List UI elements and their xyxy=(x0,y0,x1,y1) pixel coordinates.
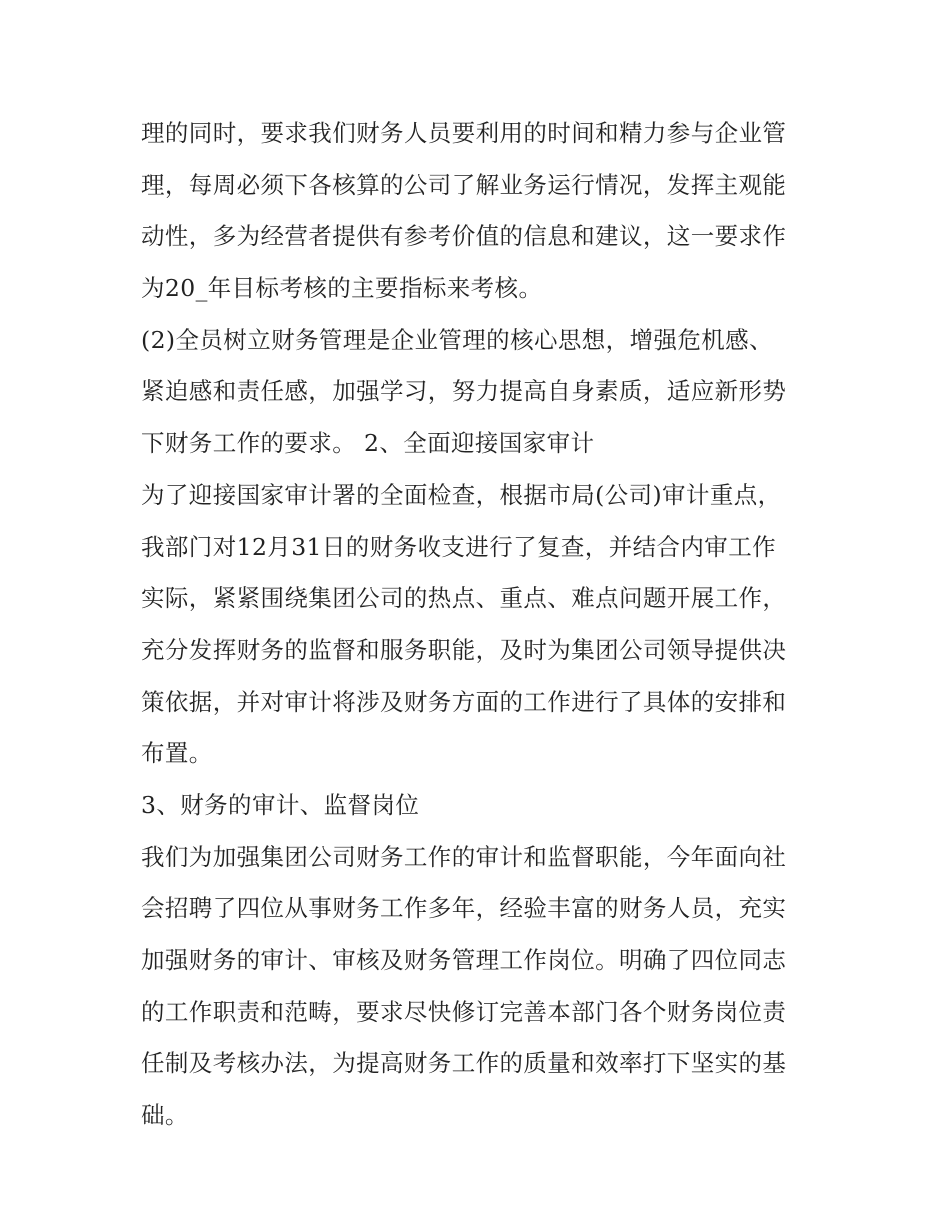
text-line: 紧迫感和责任感，加强学习，努力提高自身素质，适应新形势 xyxy=(141,377,787,406)
section-heading: 3、财务的审计、监督岗位 xyxy=(141,790,420,819)
text-line: 会招聘了四位从事财务工作多年，经验丰富的财务人员，充实 xyxy=(141,894,787,923)
text-line: 为20_年目标考核的主要指标来考核。 xyxy=(141,274,543,303)
text-line: 动性，多为经营者提供有参考价值的信息和建议，这一要求作 xyxy=(141,222,787,251)
text-line: 我部门对12月31日的财务收支进行了复查，并结合内审工作 xyxy=(141,532,777,561)
text-line: 下财务工作的要求。 2、全面迎接国家审计 xyxy=(141,429,595,458)
text-line: 我们为加强集团公司财务工作的审计和监督职能，今年面向社 xyxy=(141,842,787,871)
text-line: 理的同时，要求我们财务人员要利用的时间和精力参与企业管 xyxy=(141,119,787,147)
text-line: 充分发挥财务的监督和服务职能，及时为集团公司领导提供决 xyxy=(141,635,787,664)
text-line: 加强财务的审计、审核及财务管理工作岗位。明确了四位同志 xyxy=(141,946,787,974)
text-line: 理，每周必须下各核算的公司了解业务运行情况，发挥主观能 xyxy=(141,170,787,199)
document-body xyxy=(141,108,821,1142)
text-line: 础。 xyxy=(141,1101,189,1130)
text-line: 为了迎接国家审计署的全面检查，根据市局(公司)审计重点， xyxy=(141,480,782,509)
text-line: 实际，紧紧围绕集团公司的热点、重点、难点问题开展工作， xyxy=(141,584,787,613)
text-line: 布置。 xyxy=(141,739,213,768)
text-line: (2)全员树立财务管理是企业管理的核心思想，增强危机感、 xyxy=(141,325,773,354)
text-line: 策依据，并对审计将涉及财务方面的工作进行了具体的安排和 xyxy=(141,687,787,716)
text-line: 任制及考核办法，为提高财务工作的质量和效率打下坚实的基 xyxy=(141,1049,787,1078)
text-line: 的工作职责和范畴，要求尽快修订完善本部门各个财务岗位责 xyxy=(141,997,787,1026)
